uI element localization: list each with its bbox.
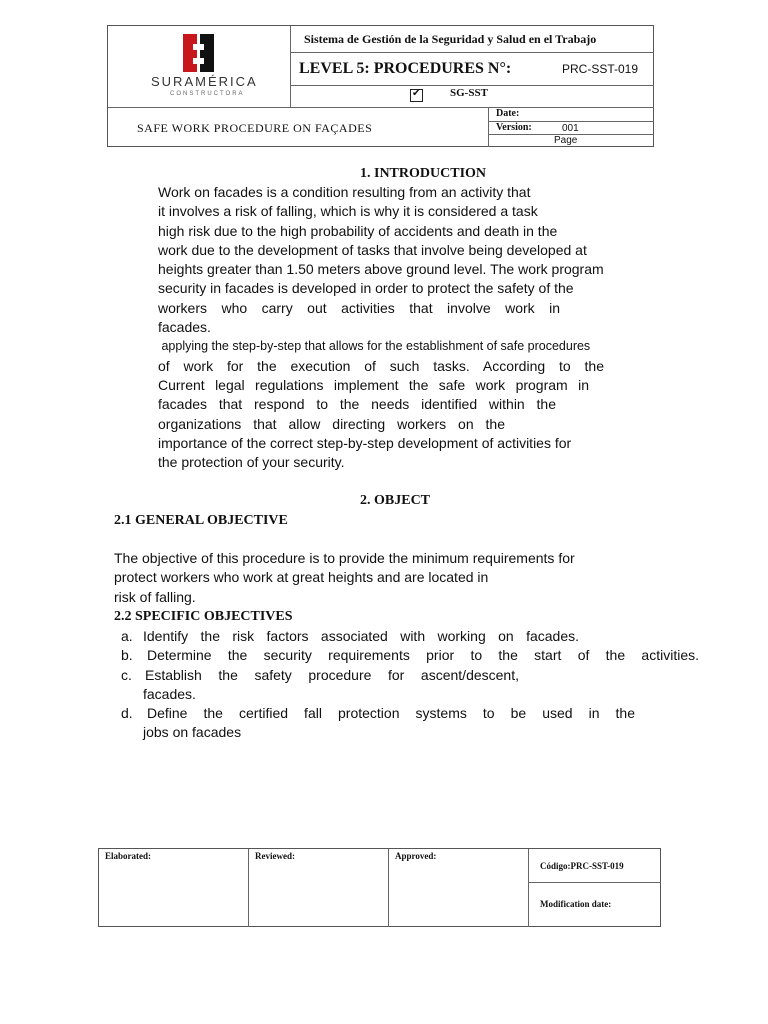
footer-divider	[528, 849, 529, 927]
header-divider	[108, 107, 654, 108]
approved-label: Approved:	[395, 851, 437, 861]
list-item	[121, 704, 701, 723]
check-icon: ✔	[412, 88, 421, 99]
header-divider	[290, 52, 654, 53]
elaborated-label: Elaborated:	[105, 851, 151, 861]
specific-objectives-list	[121, 627, 701, 743]
version-value: 001	[562, 123, 579, 134]
list-item-text: Define the certified fall protection systems to be used in the	[147, 705, 635, 722]
intro-line: Work on facades is a condition resulting from an activity that	[158, 184, 531, 200]
objective-line: protect workers who work at great heights and are located in	[114, 569, 489, 586]
intro-line: security in facades is developed in order to protect the safety of the	[158, 280, 574, 297]
general-objective-heading: 2.1 GENERAL OBJECTIVE	[114, 513, 288, 528]
list-marker: c.	[121, 666, 132, 683]
header-divider	[290, 26, 291, 107]
introduction-text	[158, 183, 658, 472]
document-header	[107, 25, 654, 147]
introduction-heading: 1. INTRODUCTION	[360, 166, 487, 181]
list-item-text: jobs on facades	[143, 724, 242, 741]
intro-line: work due to the development of tasks that involve being developed at	[158, 241, 587, 258]
list-item	[121, 646, 701, 665]
document-code: PRC-SST-019	[562, 62, 639, 76]
list-marker: a.	[121, 628, 133, 644]
intro-line: workers who carry out activities that involve work in	[158, 299, 560, 316]
list-item-text: Establish the safety procedure for ascent/descent,	[145, 666, 519, 683]
list-item-text: Determine the security requirements prior to the start of the activities.	[147, 647, 699, 664]
approval-footer	[98, 848, 661, 927]
specific-objectives-heading: 2.2 SPECIFIC OBJECTIVES	[114, 609, 293, 624]
object-heading: 2. OBJECT	[360, 493, 431, 508]
list-marker: d.	[121, 705, 133, 722]
date-label: Date:	[496, 108, 520, 119]
intro-line: importance of the correct step-by-step development of activities for	[158, 434, 572, 451]
objective-line: The objective of this procedure is to provide the minimum requirements for	[114, 550, 575, 566]
modification-date-label: Modification date:	[540, 899, 612, 909]
list-item-continuation	[121, 723, 701, 742]
intro-line: of work for the execution of such tasks. According to the	[158, 357, 604, 374]
logo-mark-icon	[143, 34, 253, 74]
list-item	[121, 627, 701, 646]
intro-line: Current legal regulations implement the safe work program in	[158, 376, 589, 393]
header-divider	[488, 107, 489, 147]
intro-line: it involves a risk of falling, which is why it is considered a task	[158, 203, 538, 220]
intro-line: facades.	[158, 319, 211, 336]
general-objective-text	[114, 549, 654, 607]
procedure-title: SAFE WORK PROCEDURE ON FAÇADES	[137, 121, 373, 135]
version-label: Version:	[496, 122, 532, 133]
list-item	[121, 666, 701, 685]
list-marker: b.	[121, 647, 133, 664]
list-item-text: Identify the risk factors associated with working on facades.	[143, 628, 579, 644]
intro-line: the protection of your security.	[158, 454, 345, 471]
list-item-continuation	[121, 685, 701, 704]
footer-divider	[528, 882, 661, 883]
company-subtitle: CONSTRUCTORA	[170, 91, 245, 97]
sg-sst-checkbox[interactable]	[410, 89, 423, 102]
objective-line: risk of falling.	[114, 588, 196, 605]
list-item-text: facades.	[143, 685, 196, 702]
codigo-label: Código:PRC-SST-019	[540, 861, 624, 871]
intro-line: organizations that allow directing workers on the	[158, 415, 505, 432]
header-divider	[290, 85, 654, 86]
company-logo	[143, 34, 258, 100]
reviewed-label: Reviewed:	[255, 851, 295, 861]
footer-divider	[388, 849, 389, 927]
footer-divider	[248, 849, 249, 927]
intro-line: high risk due to the high probability of accidents and death in the	[158, 222, 558, 239]
company-name: SURAMÉRICA	[151, 74, 258, 89]
intro-line: heights greater than 1.50 meters above ground level. The work program	[158, 261, 604, 278]
sg-sst-label: SG-SST	[450, 87, 488, 99]
intro-line: facades that respond to the needs identified within the	[158, 396, 556, 413]
level-label: LEVEL 5: PROCEDURES N°:	[299, 60, 512, 77]
system-title: Sistema de Gestión de la Seguridad y Salud en el Trabajo	[304, 32, 597, 46]
page-label: Page	[554, 135, 578, 146]
intro-line: applying the step-by-step that allows for the establishment of safe procedures	[158, 339, 591, 354]
